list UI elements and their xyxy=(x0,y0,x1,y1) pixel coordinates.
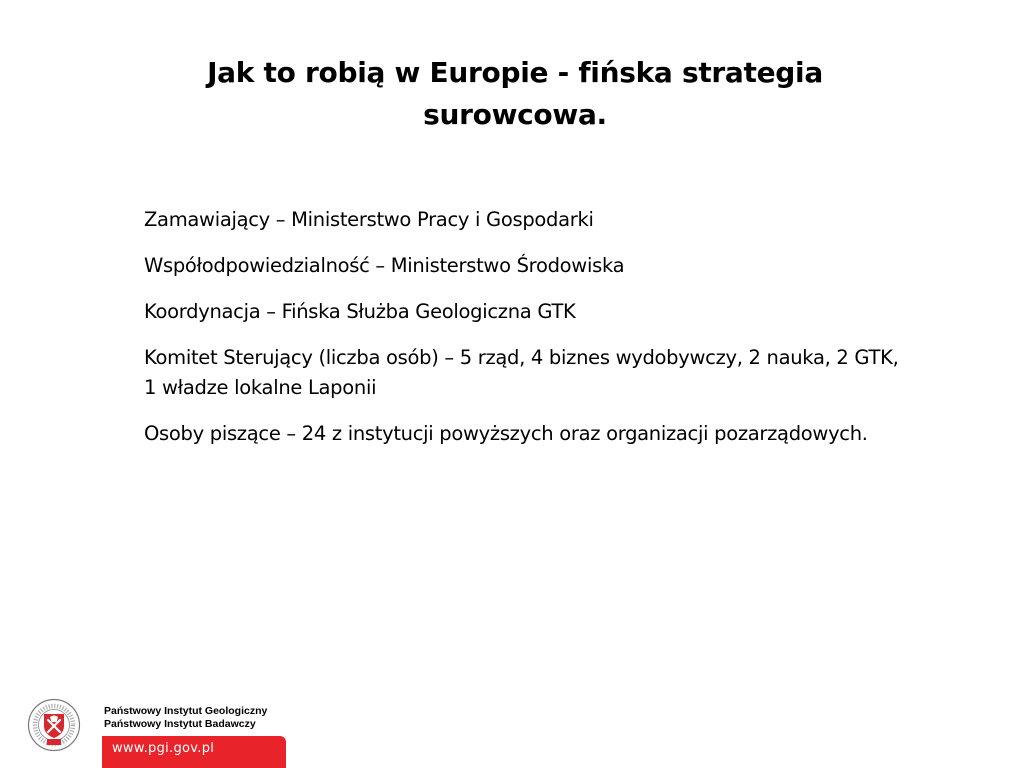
body-paragraph-authors: Osoby piszące – 24 z instytucji powyższych oraz organizacji pozarządowych. xyxy=(144,422,868,445)
footer-url-bar xyxy=(102,736,286,768)
body-paragraph-commissioner: Zamawiający – Ministerstwo Pracy i Gospodarki xyxy=(144,208,594,231)
slide-title: Jak to robią w Europie - fińska strategia surowcowa. xyxy=(207,56,823,131)
website-link[interactable]: www.pgi.gov.pl xyxy=(112,741,215,756)
institute-name-line-2: Państwowy Instytut Badawczy xyxy=(104,718,256,730)
institute-name xyxy=(104,705,267,731)
slide-body xyxy=(144,205,904,465)
body-paragraph-steering-committee: Komitet Sterujący (liczba osób) – 5 rząd, 4 biznes wydobywczy, 2 nauka, 2 GTK, 1 władze lokalne Laponii xyxy=(144,346,899,399)
body-paragraph-co-responsibility: Współodpowiedzialność – Ministerstwo Środowiska xyxy=(144,254,625,277)
institute-name-line-1: Państwowy Instytut Geologiczny xyxy=(104,705,268,717)
pgi-emblem-icon xyxy=(27,698,81,752)
body-paragraph-coordination: Koordynacja – Fińska Służba Geologiczna GTK xyxy=(144,300,576,323)
